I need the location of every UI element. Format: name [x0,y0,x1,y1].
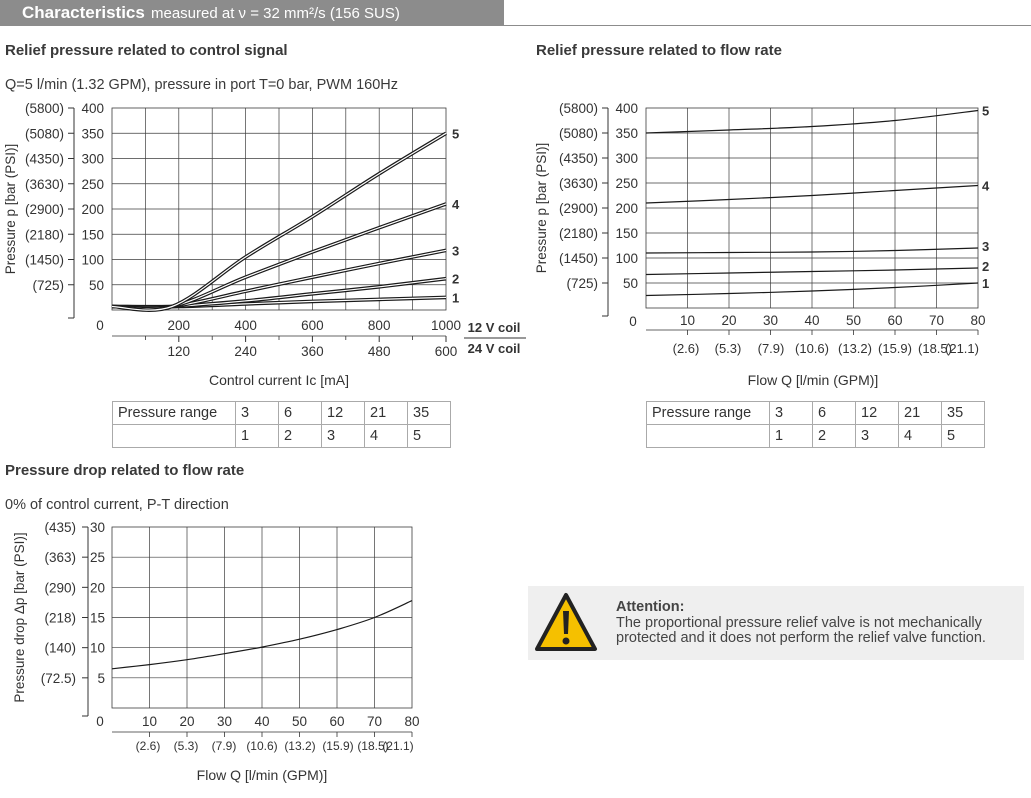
y-tick-alt-label: (4350) [558,151,598,166]
curve-label-blank [647,425,770,448]
range-cell: 6 [813,402,856,425]
y-tick-alt-label: (5800) [24,101,64,116]
range-cell: 12 [856,402,899,425]
x-tick-label: 40 [804,313,820,328]
y-tick-alt-label: (5080) [24,126,64,142]
y-tick-alt-label: (725) [566,276,598,291]
y-tick-alt-label: (435) [44,520,76,535]
curve-cell: 5 [942,425,985,448]
y-tick-label: 5 [97,670,105,686]
series-label: 3 [982,239,990,254]
curve-cell: 3 [322,425,365,448]
pressure-range-table-2 [646,401,985,448]
y-tick-label: 20 [89,580,105,596]
x-tick-alt-label: (7.9) [757,341,785,356]
y-tick-alt-label: (5080) [558,126,598,141]
y-tick-alt-label: (1450) [558,251,598,266]
attention-box [528,586,1024,660]
series-label: 2 [452,271,460,287]
y-tick-alt-label: (2180) [558,226,598,241]
warning-icon [534,592,598,654]
curve-cell: 4 [365,425,408,448]
series-label: 5 [452,126,460,142]
x-tick-label-12v: 400 [234,318,257,333]
origin-label: 0 [96,318,104,333]
range-cell: 35 [408,402,451,425]
x-tick-alt-label: (15.9) [322,739,354,753]
series-label: 1 [452,290,460,306]
y-tick-alt-label: (725) [32,277,64,293]
y-tick-label: 300 [81,151,104,167]
series-label: 5 [982,103,990,119]
y-tick-label: 50 [622,276,638,291]
curve-cell: 1 [236,425,279,448]
x-tick-label: 40 [254,714,270,729]
x-tick-label-24v: 360 [301,344,324,359]
y-axis-title: Pressure p [bar (PSI)] [3,143,18,275]
attention-title: Attention: [616,599,685,615]
coil-24v-label: 24 V coil [467,341,521,356]
y-tick-label: 100 [615,251,638,266]
x-tick-alt-label: (5.3) [714,341,742,356]
x-tick-label: 10 [679,313,696,328]
x-tick-label: 20 [721,313,737,328]
y-tick-alt-label: (1450) [24,252,64,268]
x-tick-label-24v: 240 [234,344,257,359]
range-cell: 21 [899,402,942,425]
y-tick-alt-label: (2900) [24,202,64,217]
x-tick-alt-label: (7.9) [211,739,237,753]
banner-subtitle: measured at ν = 32 mm²/s (156 SUS) [151,5,400,22]
x-tick-label: 80 [404,714,420,729]
y-tick-label: 250 [81,176,104,192]
x-tick-alt-label: (18.5) [918,341,952,356]
y-tick-label: 10 [89,640,105,656]
y-tick-alt-label: (2900) [558,201,598,216]
curve-number-row [647,425,985,448]
curve-cell: 3 [856,425,899,448]
x-axis-title: Control current Ic [mA] [208,372,350,388]
y-tick-label: 100 [81,252,104,268]
x-tick-alt-label: (21.1) [945,341,979,356]
x-tick-label: 20 [179,714,195,729]
curve-label-blank [113,425,236,448]
banner-title: Characteristics [22,3,145,22]
x-tick-label-12v: 1000 [430,318,462,333]
x-tick-label: 80 [970,313,986,328]
coil-12v-label: 12 V coil [467,320,521,335]
x-tick-alt-label: (18.5) [357,739,389,753]
range-cell: 3 [236,402,279,425]
range-cell: 12 [322,402,365,425]
attention-body: The proportional pressure relief valve is not mechanically protected and it does not perform the relief valve function. [616,615,986,646]
range-cell: 35 [942,402,985,425]
y-tick-label: 300 [615,151,638,166]
range-cell: 21 [365,402,408,425]
y-tick-label: 50 [88,277,104,293]
y-tick-alt-label: (363) [44,550,76,566]
y-tick-label: 350 [615,126,638,141]
x-tick-label-12v: 200 [167,318,191,333]
chart2-title: Relief pressure related to flow rate [536,42,782,59]
x-tick-label-24v: 120 [167,344,191,359]
y-tick-alt-label: (3630) [24,176,64,192]
x-tick-label: 60 [329,714,345,729]
y-tick-alt-label: (290) [44,580,76,596]
y-tick-label: 200 [81,202,104,217]
x-tick-label: 50 [845,313,862,328]
x-tick-alt-label: (5.3) [173,739,199,753]
y-tick-label: 200 [615,201,638,216]
series-label: 2 [982,259,990,274]
y-tick-alt-label: (72.5) [40,670,76,686]
y-tick-alt-label: (218) [44,610,76,626]
curve-number-row [113,425,451,448]
y-tick-alt-label: (3630) [558,176,598,191]
y-tick-alt-label: (2180) [24,227,64,243]
curve-cell: 2 [813,425,856,448]
x-tick-alt-label: (21.1) [382,739,414,753]
series-label: 3 [452,243,460,259]
x-tick-alt-label: (2.6) [672,341,700,356]
y-tick-alt-label: (140) [44,640,76,656]
pressure-range-row [113,402,451,425]
x-tick-label: 30 [762,313,779,328]
curve-cell: 5 [408,425,451,448]
x-tick-label-24v: 600 [434,344,458,359]
x-tick-label-12v: 800 [367,318,391,333]
y-tick-label: 400 [615,101,638,116]
x-tick-alt-label: (13.2) [284,739,316,753]
x-tick-label: 70 [366,714,383,729]
y-tick-label: 15 [89,610,105,626]
range-cell: 3 [770,402,813,425]
y-axis-title: Pressure p [bar (PSI)] [534,142,549,274]
x-tick-label-24v: 480 [367,344,391,359]
x-tick-alt-label: (2.6) [135,739,161,753]
series-label: 4 [452,196,460,212]
y-tick-label: 150 [615,226,638,241]
x-tick-label: 10 [141,714,158,729]
x-tick-alt-label: (13.2) [838,341,872,356]
y-tick-alt-label: (5800) [558,101,598,116]
chart1-title: Relief pressure related to control signal [5,42,288,59]
x-tick-label: 70 [928,313,945,328]
curve-cell: 2 [279,425,322,448]
origin-label: 0 [96,714,104,729]
pressure-range-label: Pressure range [113,402,236,425]
chart3-subtitle: 0% of control current, P-T direction [5,497,229,513]
series-label: 1 [982,276,990,291]
y-tick-label: 350 [81,126,104,142]
pressure-range-table-1 [112,401,451,448]
y-tick-label: 400 [81,101,104,116]
x-tick-label: 30 [216,714,233,729]
x-tick-label-12v: 600 [301,318,324,333]
chart3-title: Pressure drop related to flow rate [5,462,245,479]
x-tick-alt-label: (15.9) [878,341,912,356]
x-axis-title: Flow Q [l/min (GPM)] [196,767,328,783]
y-tick-label: 30 [89,520,105,535]
y-tick-alt-label: (4350) [24,151,64,167]
x-tick-alt-label: (10.6) [795,341,829,356]
chart1-subtitle: Q=5 l/min (1.32 GPM), pressure in port T=0 bar, PWM 160Hz [5,77,398,93]
series-label: 4 [982,178,990,194]
x-axis-title: Flow Q [l/min (GPM)] [747,372,879,388]
x-tick-alt-label: (10.6) [246,739,278,753]
curve-cell: 4 [899,425,942,448]
range-cell: 6 [279,402,322,425]
y-tick-label: 250 [615,176,638,191]
y-axis-title: Pressure drop Δp [bar (PSI)] [12,532,27,703]
origin-label: 0 [629,314,637,329]
pressure-range-label: Pressure range [647,402,770,425]
x-tick-label: 60 [887,313,903,328]
y-tick-label: 150 [81,227,104,243]
curve-cell: 1 [770,425,813,448]
pressure-range-row [647,402,985,425]
x-tick-label: 50 [291,714,308,729]
y-tick-label: 25 [89,550,105,566]
